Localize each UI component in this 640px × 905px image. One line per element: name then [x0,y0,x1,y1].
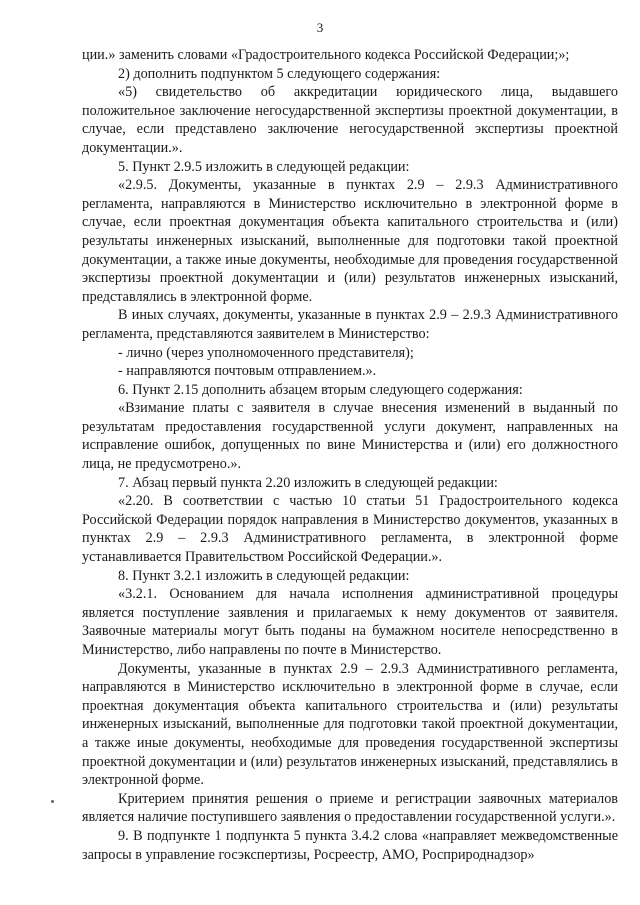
paragraph: «2.9.5. Документы, указанные в пунктах 2.9 – 2.9.3 Административного регламента, направляются в Министерство исключительно в электронной форме в случае, если проектная документация объекта капитального строительства и (или) результаты инженерных изысканий, выполненные для подготовки такой проектной документации, а также иные документы, необходимые для проведения государственной экспертизы проектной документации и (или) результатов инженерных изысканий, представлялись в электронной форме. [82,177,618,305]
paragraph: «3.2.1. Основанием для начала исполнения административной процедуры является поступление заявления и прилагаемых к нему документов от заявителя. Заявочные материалы могут быть поданы на бумажном носителе непосредственно в Министерство, либо направлены по почте в Министерство. [82,586,618,658]
paragraph: «5) свидетельство об аккредитации юридического лица, выдавшего положительное заключение негосударственной экспертизы проектной документации, в случае, если представлено заключение негосударственной экспертизы проектной документации.». [82,84,618,156]
paragraph: Критерием принятия решения о приеме и регистрации заявочных материалов является наличие поступившего заявления о предоставлении государственной услуги.». [82,790,618,826]
paragraph: 8. Пункт 3.2.1 изложить в следующей редакции: [118,567,410,584]
page-number: 3 [316,20,324,35]
paragraph: - направляются почтовым отправлением.». [118,363,377,380]
paragraph: Документы, указанные в пунктах 2.9 – 2.9.3 Административного регламента, направляются в Министерство исключительно в электронной форме в случае, если проектная документация объекта капитального строительства и (или) результаты инженерных изысканий, выполненные для подготовки такой проектной документации, а также иные документы, необходимые для проведения государственной экспертизы проектной документации и (или) результатов инженерных изысканий, представлялись в электронной форме. [82,660,618,789]
paragraph: 6. Пункт 2.15 дополнить абзацем вторым следующего содержания: [118,381,523,398]
scan-speck [51,800,54,803]
document-body [82,46,618,864]
paragraph: ции.» заменить словами «Градостроительного кодекса Российской Федерации;»; [82,47,570,63]
paragraph: «Взимание платы с заявителя в случае внесения изменений в выданный по результатам предоставления государственной услуги документ, направленных на исправление ошибок, допущенных по вине Министерства и (или) его должностного лица, не предусмотрено.». [82,400,618,473]
paragraph: - лично (через уполномоченного представителя); [118,344,414,361]
paragraph: 2) дополнить подпунктом 5 следующего содержания: [118,65,441,82]
paragraph: 5. Пункт 2.9.5 изложить в следующей редакции: [118,158,410,175]
paragraph: «2.20. В соответствии с частью 10 статьи 51 Градостроительного кодекса Российской Федерации порядок направления в Министерство документов, указанных в пунктах 2.9 – 2.9.3 Административного регламента, в электронной форме устанавливается Правительством Российской Федерации.». [82,493,618,566]
paragraph: 9. В подпункте 1 подпункта 5 пункта 3.4.2 слова «направляет межведомственные запросы в управление госэкспертизы, Росреестр, АМО, Росприроднадзор» [82,827,618,863]
paragraph: В иных случаях, документы, указанные в пунктах 2.9 – 2.9.3 Административного регламента, представляются заявителем в Министерство: [82,307,618,342]
paragraph: 7. Абзац первый пункта 2.20 изложить в следующей редакции: [118,474,498,491]
